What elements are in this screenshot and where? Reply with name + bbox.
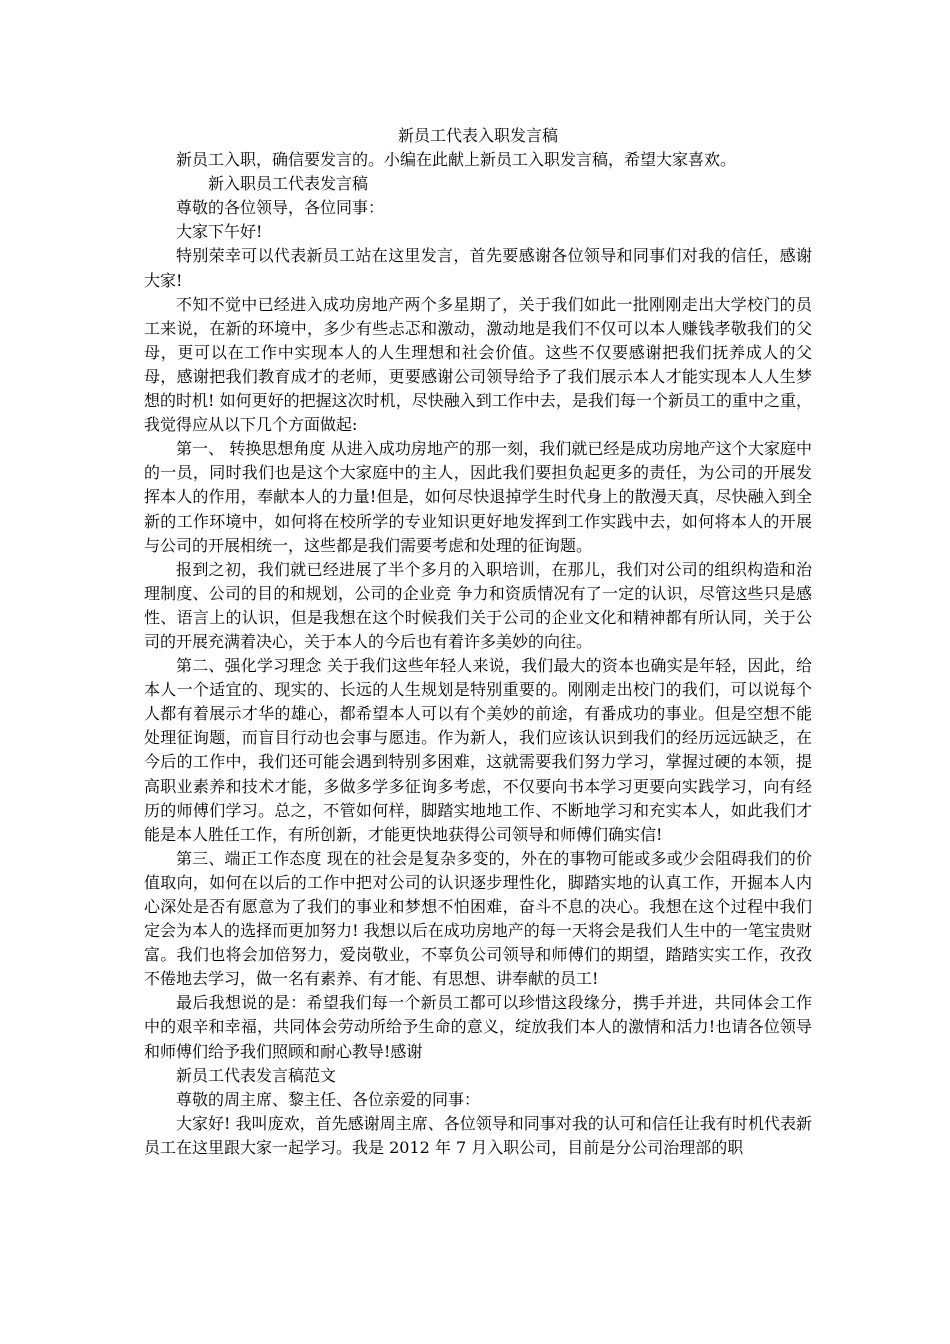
paragraph: 不知不觉中已经进入成功房地产两个多星期了，关于我们如此一批刚刚走出大学校门的员工来说，在新的环境中，多少有些忐忑和激动，激动地是我们不仅可以本人赚钱孝敬我们的父母，更可以在工作中实现本人的人生理想和社会价值。这些不仅要感谢把我们抚养成人的父母，感谢把我们教育成才的老师，更要感谢公司领导给予了我们展示本人才能实现本人人生梦想的时机! 如何更好的把握这次时机，尽快融入到工作中去，是我们每一个新员工的重中之重，我觉得应从以下几个方面做起:	[144, 294, 812, 435]
paragraph: 大家好! 我叫庞欢，首先感谢周主席、各位领导和同事对我的认可和信任让我有时机代表新员工在这里跟大家一起学习。我是 2012 年 7 月入职公司，目前是分公司治理部的职	[144, 1113, 812, 1157]
paragraph: 第二、强化学习理念 关于我们这些年轻人来说，我们最大的资本也确实是年轻，因此，给本人一个适宜的、现实的、长远的人生规划是特别重要的。刚刚走出校门的我们，可以说每个人都有着展示才华的雄心，都希望本人可以有个美妙的前途，有番成功的事业。但是空想不能处理征询题，而盲目行动也会事与愿违。作为新人，我们应该认识到我们的经历远远缺乏，在今后的工作中，我们还可能会遇到特别多困难，这就需要我们努力学习，掌握过硬的本领，提高职业素养和技术才能，多做多学多征询多考虑，不仅要向书本学习更要向实践学习，向有经历的师傅们学习。总之，不管如何样，脚踏实地地工作、不断地学习和充实本人，如此我们才能是本人胜任工作，有所创新，才能更快地获得公司领导和师傅们确实信!	[144, 656, 812, 844]
paragraph: 新员工代表发言稿范文	[176, 1065, 337, 1085]
paragraph: 第三、端正工作态度 现在的社会是复杂多变的，外在的事物可能或多或少会阻碍我们的价值取向，如何在以后的工作中把对公司的认识逐步理性化，脚踏实地的认真工作，开掘本人内心深处是否有愿意为了我们的事业和梦想不怕困难，奋斗不息的决心。我想在这个过程中我们定会为本人的选择而更加努力! 我想以后在成功房地产的每一天将会是我们人生中的一笔宝贵财 富。我们也将会加倍努力，爱岗敬业，不辜负公司领导和师傅们的期望，踏踏实实工作，孜孜不倦地去学习，做一名有素养、有才能、有思想、讲奉献的员工!	[144, 848, 812, 989]
paragraph: 尊敬的各位领导，各位同事：	[176, 198, 385, 218]
paragraph: 特别荣幸可以代表新员工站在这里发言，首先要感谢各位领导和同事们对我的信任，感谢大家!	[144, 246, 812, 290]
document-title: 新员工代表入职发言稿	[397, 126, 558, 145]
paragraph: 新入职员工代表发言稿	[208, 174, 369, 194]
paragraph: 大家下午好!	[176, 222, 263, 242]
document-body	[144, 148, 812, 1160]
paragraph: 最后我想说的是：希望我们每一个新员工都可以珍惜这段缘分，携手并进，共同体会工作中的艰辛和幸福，共同体会劳动所给予生命的意义，绽放我们本人的激情和活力!也请各位领导和师傅们给予我们照顾和耐心教导!感谢	[144, 993, 812, 1061]
paragraph: 报到之初，我们就已经进展了半个多月的入职培训，在那儿，我们对公司的组织构造和治理制度、公司的目的和规划，公司的企业竞 争力和资质情况有了一定的认识，尽管这些只是感性、语言上的认识，但是我想在这个时候我们关于公司的企业文化和精神都有所认同，关于公司的开展充满着决心，关于本人的今后也有着许多美妙的向往。	[144, 559, 812, 651]
document-page	[144, 124, 812, 1160]
paragraph: 新员工入职，确信要发言的。小编在此献上新员工入职发言稿，希望大家喜欢。	[176, 150, 737, 170]
paragraph: 第一、 转换思想角度 从进入成功房地产的那一刻，我们就已经是成功房地产这个大家庭中的一员，同时我们也是这个大家庭中的主人，因此我们要担负起更多的责任，为公司的开展发挥本人的作用，奉献本人的力量!但是，如何尽快退掉学生时代身上的散漫天真，尽快融入到全新的工作环境中，如何将在校所学的专业知识更好地发挥到工作实践中去，如何将本人的开展与公司的开展相统一，这些都是我们需要考虑和处理的征询题。	[144, 439, 812, 555]
paragraph: 尊敬的周主席、黎主任、各位亲爱的同事：	[176, 1089, 481, 1109]
